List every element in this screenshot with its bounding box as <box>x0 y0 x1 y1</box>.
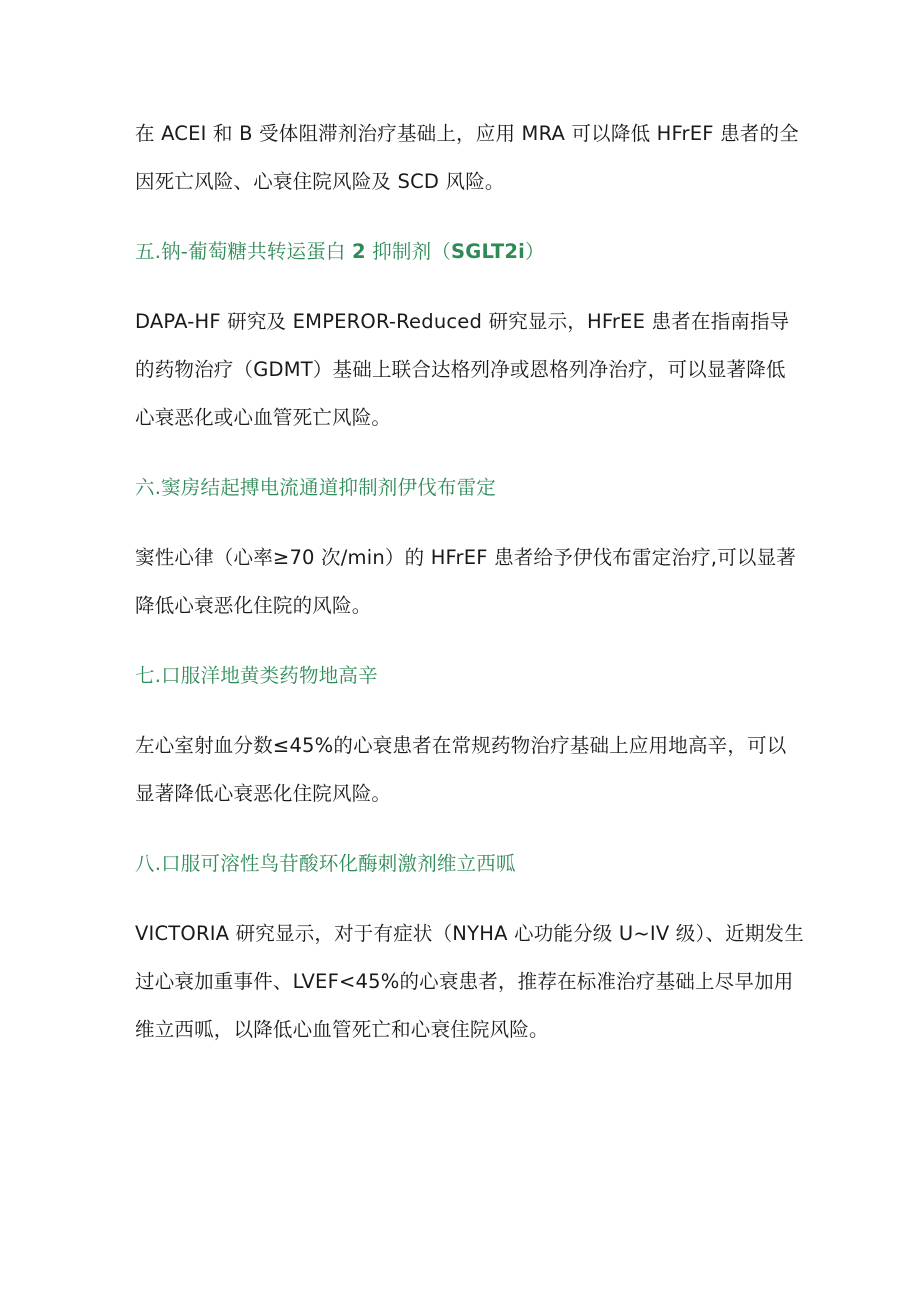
paragraph-digoxin: 左心室射血分数≤45%的心衰患者在常规药物治疗基础上应用地高辛，可以显著降低心衰恶化住院风险。 <box>135 734 787 805</box>
heading-sglt2i-middle: 抑制剂（ <box>365 240 452 263</box>
paragraph-sglt2i: DAPA-HF 研究及 EMPEROR-Reduced 研究显示，HFrEE 患者在指南指导的药物治疗（GDMT）基础上联合达格列净或恩格列净治疗，可以显著降低心衰恶化或心血管死亡风险。 <box>135 310 790 429</box>
paragraph-vericiguat: VICTORIA 研究显示，对于有症状（NYHA 心功能分级 U~IV 级）、近期发生过心衰加重事件、LVEF<45%的心衰患者，推荐在标准治疗基础上尽早加用维立西呱，以降低心血管死亡和心衰住院风险。 <box>135 922 804 1041</box>
heading-sglt2i-abbr: SGLT2i <box>451 240 526 263</box>
heading-sglt2i-suffix: ） <box>525 240 545 263</box>
heading-sglt2i-prefix: 五.钠-葡萄糖共转运蛋白 <box>135 240 353 263</box>
heading-ivabradine: 六.窦房结起搏电流通道抑制剂伊伐布雷定 <box>135 476 496 499</box>
paragraph-ivabradine: 窦性心律（心率≥70 次/min）的 HFrEF 患者给予伊伐布雷定治疗,可以显著降低心衰恶化住院的风险。 <box>135 546 797 617</box>
document-body <box>135 110 805 1054</box>
heading-sglt2i <box>135 228 805 276</box>
heading-sglt2i-number: 2 <box>352 240 366 263</box>
paragraph-mra: 在 ACEI 和 B 受体阻滞剂治疗基础上，应用 MRA 可以降低 HFrEF 患者的全因死亡风险、心衰住院风险及 SCD 风险。 <box>135 122 799 193</box>
heading-digoxin: 七.口服洋地黄类药物地高辛 <box>135 664 378 687</box>
heading-vericiguat: 八.口服可溶性鸟苷酸环化酶刺激剂维立西呱 <box>135 852 516 875</box>
